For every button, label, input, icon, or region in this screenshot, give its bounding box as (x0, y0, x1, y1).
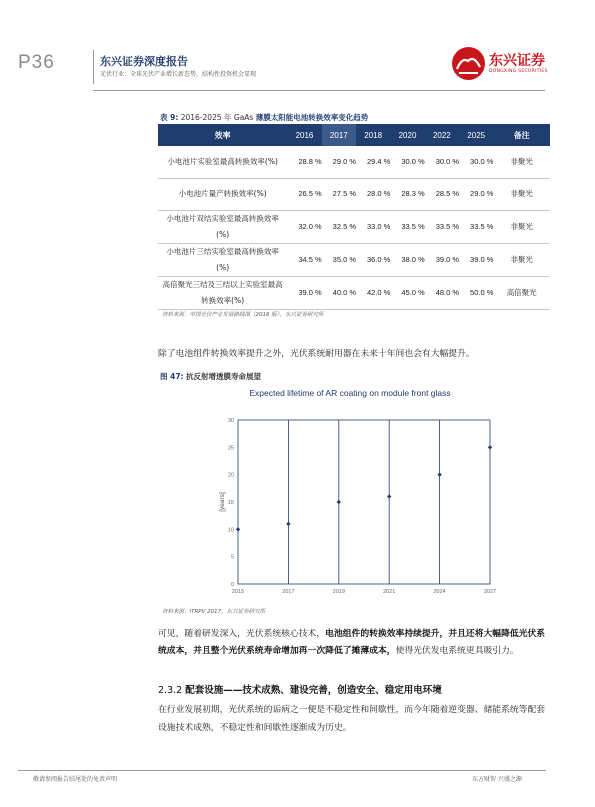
table-header-cell: 备注 (493, 124, 550, 146)
report-subtitle: 光伏行业：全球光伏产业增长新态势，结构性投资机会显现 (100, 71, 257, 78)
table-cell-value: 33.0 % (356, 210, 390, 243)
chart-ytick-label: 5 (230, 554, 234, 561)
figure-caption (160, 371, 261, 382)
paragraph-text: 可见，随着研发深入，光伏系统核心技术， (158, 629, 326, 639)
table-cell-value: 28.3 % (390, 178, 424, 210)
table-cell-value: 33.5 % (425, 210, 459, 243)
table-caption-years: 2016-2025 年 GaAs (180, 113, 254, 122)
paragraph-text: 使得光伏发电系统更具吸引力。 (395, 645, 519, 656)
table-cell-value: 39.0 % (425, 243, 459, 276)
table-cell-value: 36.0 % (356, 243, 390, 276)
table-cell-metric: 高倍聚光三结及三结以上实验室最高转换效率(%) (158, 276, 287, 309)
chart-ytick-label: 25 (227, 445, 234, 452)
chart-xtick-label: 2021 (383, 589, 396, 595)
chart-xtick-label: 2019 (332, 589, 345, 595)
page-number: P36 (18, 52, 55, 73)
table-cell-value: 32.0 % (287, 210, 321, 243)
table-cell-metric: 小电池片量产转换效率(%) (158, 178, 287, 210)
table-cell-value: 48.0 % (425, 276, 459, 309)
table-caption (160, 112, 368, 123)
table-cell-value: 28.0 % (356, 178, 390, 210)
paragraph-bold-text: 电池组件的转换效率持续提升，并且还将大幅降低光伏系统成本，并且整个光伏系统寿命增加再一次降低了摊薄成本， (158, 629, 546, 656)
table-row (158, 178, 550, 210)
table-cell-value: 30.0 % (459, 146, 493, 178)
lifetime-chart (160, 382, 548, 600)
table-row (158, 243, 550, 276)
footer-slogan: 东方财智 兴盛之源 (472, 776, 522, 783)
table-header-cell: 2025 (459, 124, 493, 146)
table-cell-value: 26.5 % (287, 178, 321, 210)
chart-point (337, 500, 341, 504)
table-cell-note: 非聚光 (493, 210, 550, 243)
table-header-cell: 效率 (158, 124, 287, 146)
report-title: 东兴证券深度报告 (100, 55, 188, 68)
table-cell-note: 非聚光 (493, 146, 550, 178)
table-cell-note: 高倍聚光 (493, 276, 550, 309)
table-cell-metric: 小电池片三结实验室最高转换效率(%) (158, 243, 287, 276)
table-cell-value: 30.0 % (425, 146, 459, 178)
chart-xtick-label: 2015 (231, 589, 245, 595)
table-cell-value: 50.0 % (459, 276, 493, 309)
section-title: 配套设施——技术成熟、建设完善，创造安全、稳定用电环境 (185, 685, 442, 696)
table-cell-value: 38.0 % (390, 243, 424, 276)
table-row (158, 146, 550, 178)
paragraph: 除了电池组件转换效率提升之外，光伏系统耐用器在未来十年间也会有大幅提升。 (158, 349, 475, 359)
table-cell-value: 40.0 % (322, 276, 356, 309)
table-row (158, 276, 550, 309)
chart-xtick-label: 2017 (282, 589, 295, 595)
efficiency-table (158, 124, 550, 310)
table-cell-value: 39.0 % (287, 276, 321, 309)
table-cell-value: 27.5 % (322, 178, 356, 210)
table-source: 资料来源：中国光伏产业发展路线图（2016 版），东兴证券研究所 (162, 312, 324, 318)
table-cell-value: 45.0 % (390, 276, 424, 309)
chart-ytick-label: 10 (227, 527, 234, 534)
table-header-cell: 2016 (287, 124, 321, 146)
chart-point (387, 494, 391, 498)
table-cell-value: 39.0 % (459, 243, 493, 276)
chart-title: Expected lifetime of AR coating on module front glass (249, 388, 451, 398)
chart-point (437, 472, 441, 476)
header-divider (93, 50, 94, 84)
table-row (158, 210, 550, 243)
table-cell-value: 33.5 % (390, 210, 424, 243)
paragraph (158, 626, 550, 659)
table-cell-value: 29.0 % (459, 178, 493, 210)
chart-ytick-label: 30 (227, 418, 234, 424)
table-cell-value: 32.5 % (322, 210, 356, 243)
table-header-cell: 2018 (356, 124, 390, 146)
chart-ytick-label: 0 (230, 582, 234, 588)
paragraph: 在行业发展初期，光伏系统的诟病之一便是不稳定性和间歇性，而今年随着逆变器、储能系统等配套设施技术成熟，不稳定性和间歇性逐渐成为历史。 (158, 705, 546, 733)
table-header-cell: 2022 (425, 124, 459, 146)
chart-ylabel: [years] (219, 492, 226, 512)
table-header-cell: 2017 (322, 124, 356, 146)
chart-ytick-label: 15 (227, 500, 234, 506)
chart-frame (238, 420, 490, 584)
table-cell-value: 34.5 % (287, 243, 321, 276)
chart-point (488, 445, 492, 449)
chart-svg (160, 382, 548, 600)
footer-rule (18, 770, 546, 771)
table-cell-note: 非聚光 (493, 178, 550, 210)
header-rule (93, 90, 545, 91)
chart-point (286, 522, 290, 526)
table-header-cell: 2020 (390, 124, 424, 146)
figure-caption-num: 图 47: (160, 372, 184, 381)
figure-caption-title: 抗反射增透膜寿命展望 (185, 372, 261, 381)
chart-xtick-label: 2024 (433, 589, 446, 595)
chart-xtick-label: 2027 (483, 589, 497, 595)
table-caption-num: 表 9: (160, 113, 179, 122)
table-cell-value: 28.8 % (287, 146, 321, 178)
table-cell-value: 28.5 % (425, 178, 459, 210)
section-heading (158, 682, 442, 696)
table-cell-value: 29.4 % (356, 146, 390, 178)
table-cell-note: 非聚光 (493, 243, 550, 276)
table-cell-metric: 小电池片双结实验室最高转换效率(%) (158, 210, 287, 243)
logo-text-en: DONGXING SECURITIES (489, 69, 548, 74)
logo-icon (452, 47, 485, 80)
table-cell-value: 35.0 % (322, 243, 356, 276)
table-header-row (158, 124, 550, 146)
table-caption-title: 薄膜太阳能电池转换效率变化趋势 (255, 113, 369, 122)
table-cell-value: 33.5 % (459, 210, 493, 243)
logo-text: 东兴证券 (489, 53, 545, 69)
chart-ytick-label: 20 (227, 472, 234, 479)
chart-point (236, 527, 240, 531)
figure-source: 资料来源：ITRPV 2017，东兴证券研究所 (162, 609, 266, 615)
table-cell-metric: 小电池片实验室最高转换效率(%) (158, 146, 287, 178)
table-cell-value: 30.0 % (390, 146, 424, 178)
section-number: 2.3.2 (158, 685, 183, 696)
table-cell-value: 42.0 % (356, 276, 390, 309)
table-cell-value: 29.0 % (322, 146, 356, 178)
footer-disclaimer: 敬请参阅报告结尾处的免责声明 (33, 776, 118, 783)
